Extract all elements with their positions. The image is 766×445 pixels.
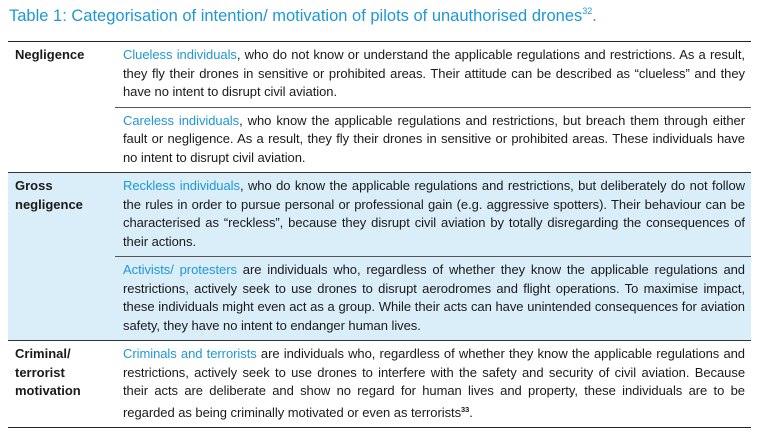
table-row-criminal xyxy=(8,340,751,428)
table-title xyxy=(9,6,597,26)
term-criminals: Criminals and terrorists xyxy=(123,346,257,361)
term-careless: Careless individuals xyxy=(123,112,240,128)
category-label: Criminal/ terrorist motivation xyxy=(15,346,81,398)
entry-activists xyxy=(115,256,751,340)
entry-text: are individuals who, regardless of whether they know the applicable regulations and restrictions, actively seek to use drones to interfere with the safety and security of civil aviation. Because their acts are deliberate and show no regard for human lives and property, these individuals are to be regarded as being criminally motivated or even as terrorists xyxy=(123,346,745,420)
entry-text: , who know the applicable regulations and restrictions, but breach them through either fault or negligence. As a result, they fly their drones in sensitive or prohibited areas. These individuals have no intent to disrupt civil aviation. xyxy=(123,112,745,165)
term-activists: Activists/ protesters xyxy=(123,262,237,277)
entry-criminals xyxy=(115,341,751,427)
footnote-ref[interactable]: 33 xyxy=(461,404,470,414)
table-title-text: Table 1: Categorisation of intention/ motivation of pilots of unauthorised drones xyxy=(9,7,583,25)
motivation-table xyxy=(8,41,751,428)
table-row-negligence xyxy=(8,42,751,172)
title-period: . xyxy=(592,7,597,25)
term-reckless: Reckless individuals xyxy=(123,178,240,193)
entry-careless xyxy=(115,107,751,173)
category-label: Negligence xyxy=(15,47,85,62)
entry-text: , who do not know or understand the applicable regulations and restrictions. As a result, they fly their drones in sensitive or prohibited areas. Their attitude can be described as “clueless” and they have no intent to disrupt civil aviation. xyxy=(123,47,745,99)
entry-tail: . xyxy=(469,404,473,420)
entry-reckless xyxy=(115,173,751,256)
entry-text: are individuals who, regardless of whether they know the applicable regulations and restrictions, actively seek to use drones to disrupt aerodromes and flight operations. To maximise impact, these individuals might even act as a group. While their acts can have unintended consequences for aviation safety, they have no intent to endanger human lives. xyxy=(123,262,745,333)
table-row-gross-negligence xyxy=(8,172,751,340)
term-clueless: Clueless individuals xyxy=(123,47,237,62)
entry-text: , who do know the applicable regulations and restrictions, but deliberately do not follow the rules in order to pursue personal or professional gain (e.g. aggressive spotters). Their behaviour can be characterised as “reckless”, because they disrupt civil aviation by totally disregarding the consequences of their actions. xyxy=(123,178,745,249)
entry-clueless xyxy=(115,42,751,107)
category-label: Gross negligence xyxy=(15,178,83,212)
title-footnote-ref[interactable]: 32 xyxy=(582,6,593,16)
